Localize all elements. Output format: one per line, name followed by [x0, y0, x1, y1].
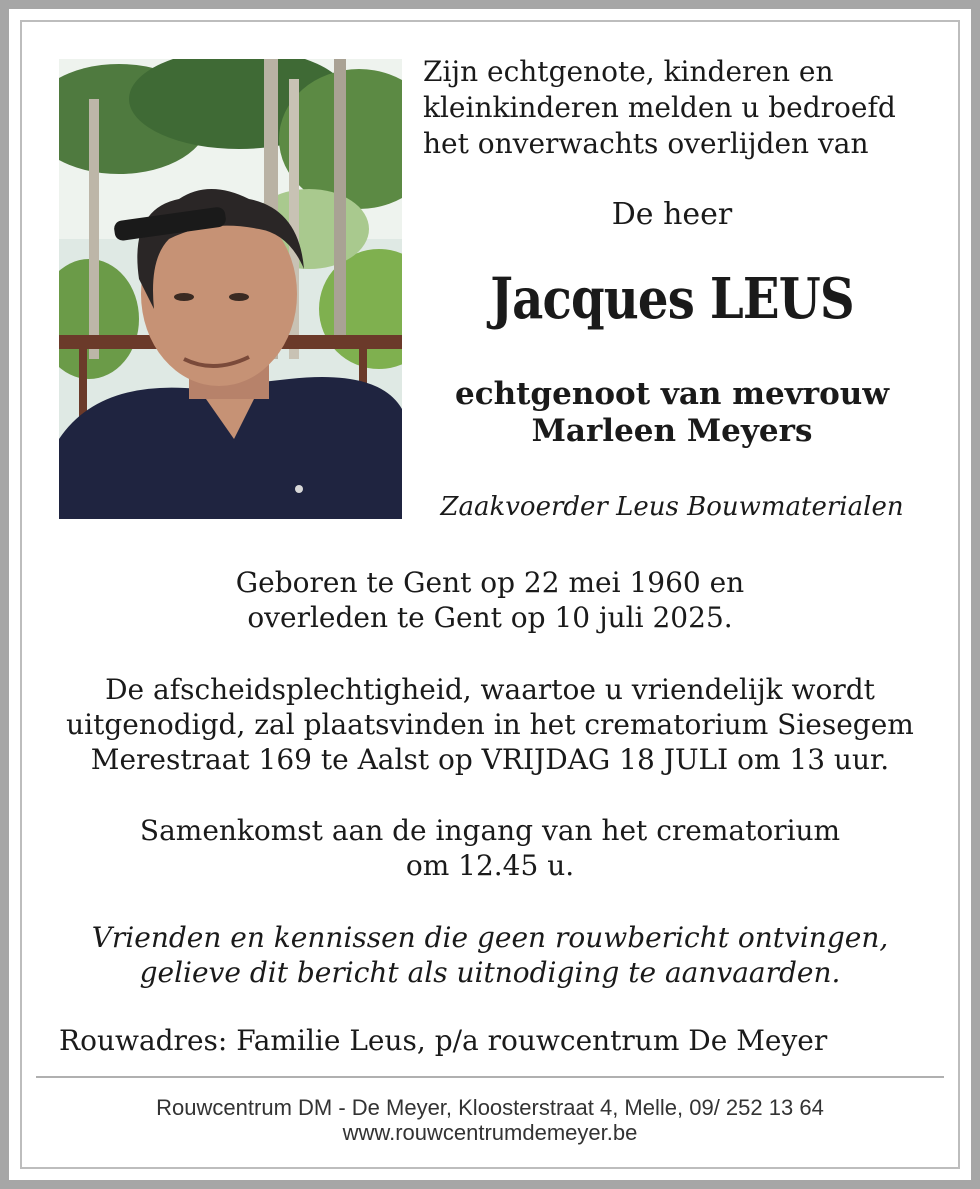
ceremony-line: Merestraat 169 te Aalst op VRIJDAG 18 JULI om 13 uur.	[90, 743, 890, 776]
spouse-line: Marleen Meyers	[531, 413, 813, 449]
gathering-line: om 12.45 u.	[405, 849, 575, 882]
intro-line: Zijn echtgenote, kinderen en	[423, 55, 834, 88]
invitation-line: Vrienden en kennissen die geen rouwbericht ontvingen,	[91, 921, 889, 954]
mourning-address: Rouwadres: Familie Leus, p/a rouwcentrum De Meyer	[59, 1024, 828, 1057]
intro-text	[423, 54, 943, 162]
invitation-text	[40, 920, 940, 990]
spouse-text	[402, 376, 942, 450]
intro-line: het onverwachts overlijden van	[423, 127, 869, 160]
honorific: De heer	[611, 197, 733, 232]
gathering-text	[40, 813, 940, 883]
birth-death-line: Geboren te Gent op 22 mei 1960 en	[235, 566, 745, 599]
footer-divider	[36, 1076, 944, 1078]
occupation: Zaakvoerder Leus Bouwmaterialen	[440, 492, 904, 522]
funeral-home-website[interactable]: www.rouwcentrumdemeyer.be	[342, 1120, 638, 1145]
spouse-line: echtgenoot van mevrouw	[454, 376, 890, 412]
birth-death-line: overleden te Gent op 10 juli 2025.	[247, 601, 733, 634]
invitation-line: gelieve dit bericht als uitnodiging te aanvaarden.	[139, 956, 841, 989]
birth-death-text	[40, 565, 940, 635]
ceremony-line: uitgenodigd, zal plaatsvinden in het crematorium Siesegem	[66, 708, 914, 741]
ceremony-line: De afscheidsplechtigheid, waartoe u vriendelijk wordt	[105, 673, 875, 706]
intro-line: kleinkinderen melden u bedroefd	[423, 91, 896, 124]
gathering-line: Samenkomst aan de ingang van het crematorium	[139, 814, 841, 847]
deceased-name: Jacques LEUS	[490, 266, 854, 332]
portrait-photo	[59, 59, 402, 519]
ceremony-text	[40, 672, 940, 777]
funeral-home-info: Rouwcentrum DM - De Meyer, Kloosterstraat 4, Melle, 09/ 252 13 64	[156, 1095, 824, 1120]
